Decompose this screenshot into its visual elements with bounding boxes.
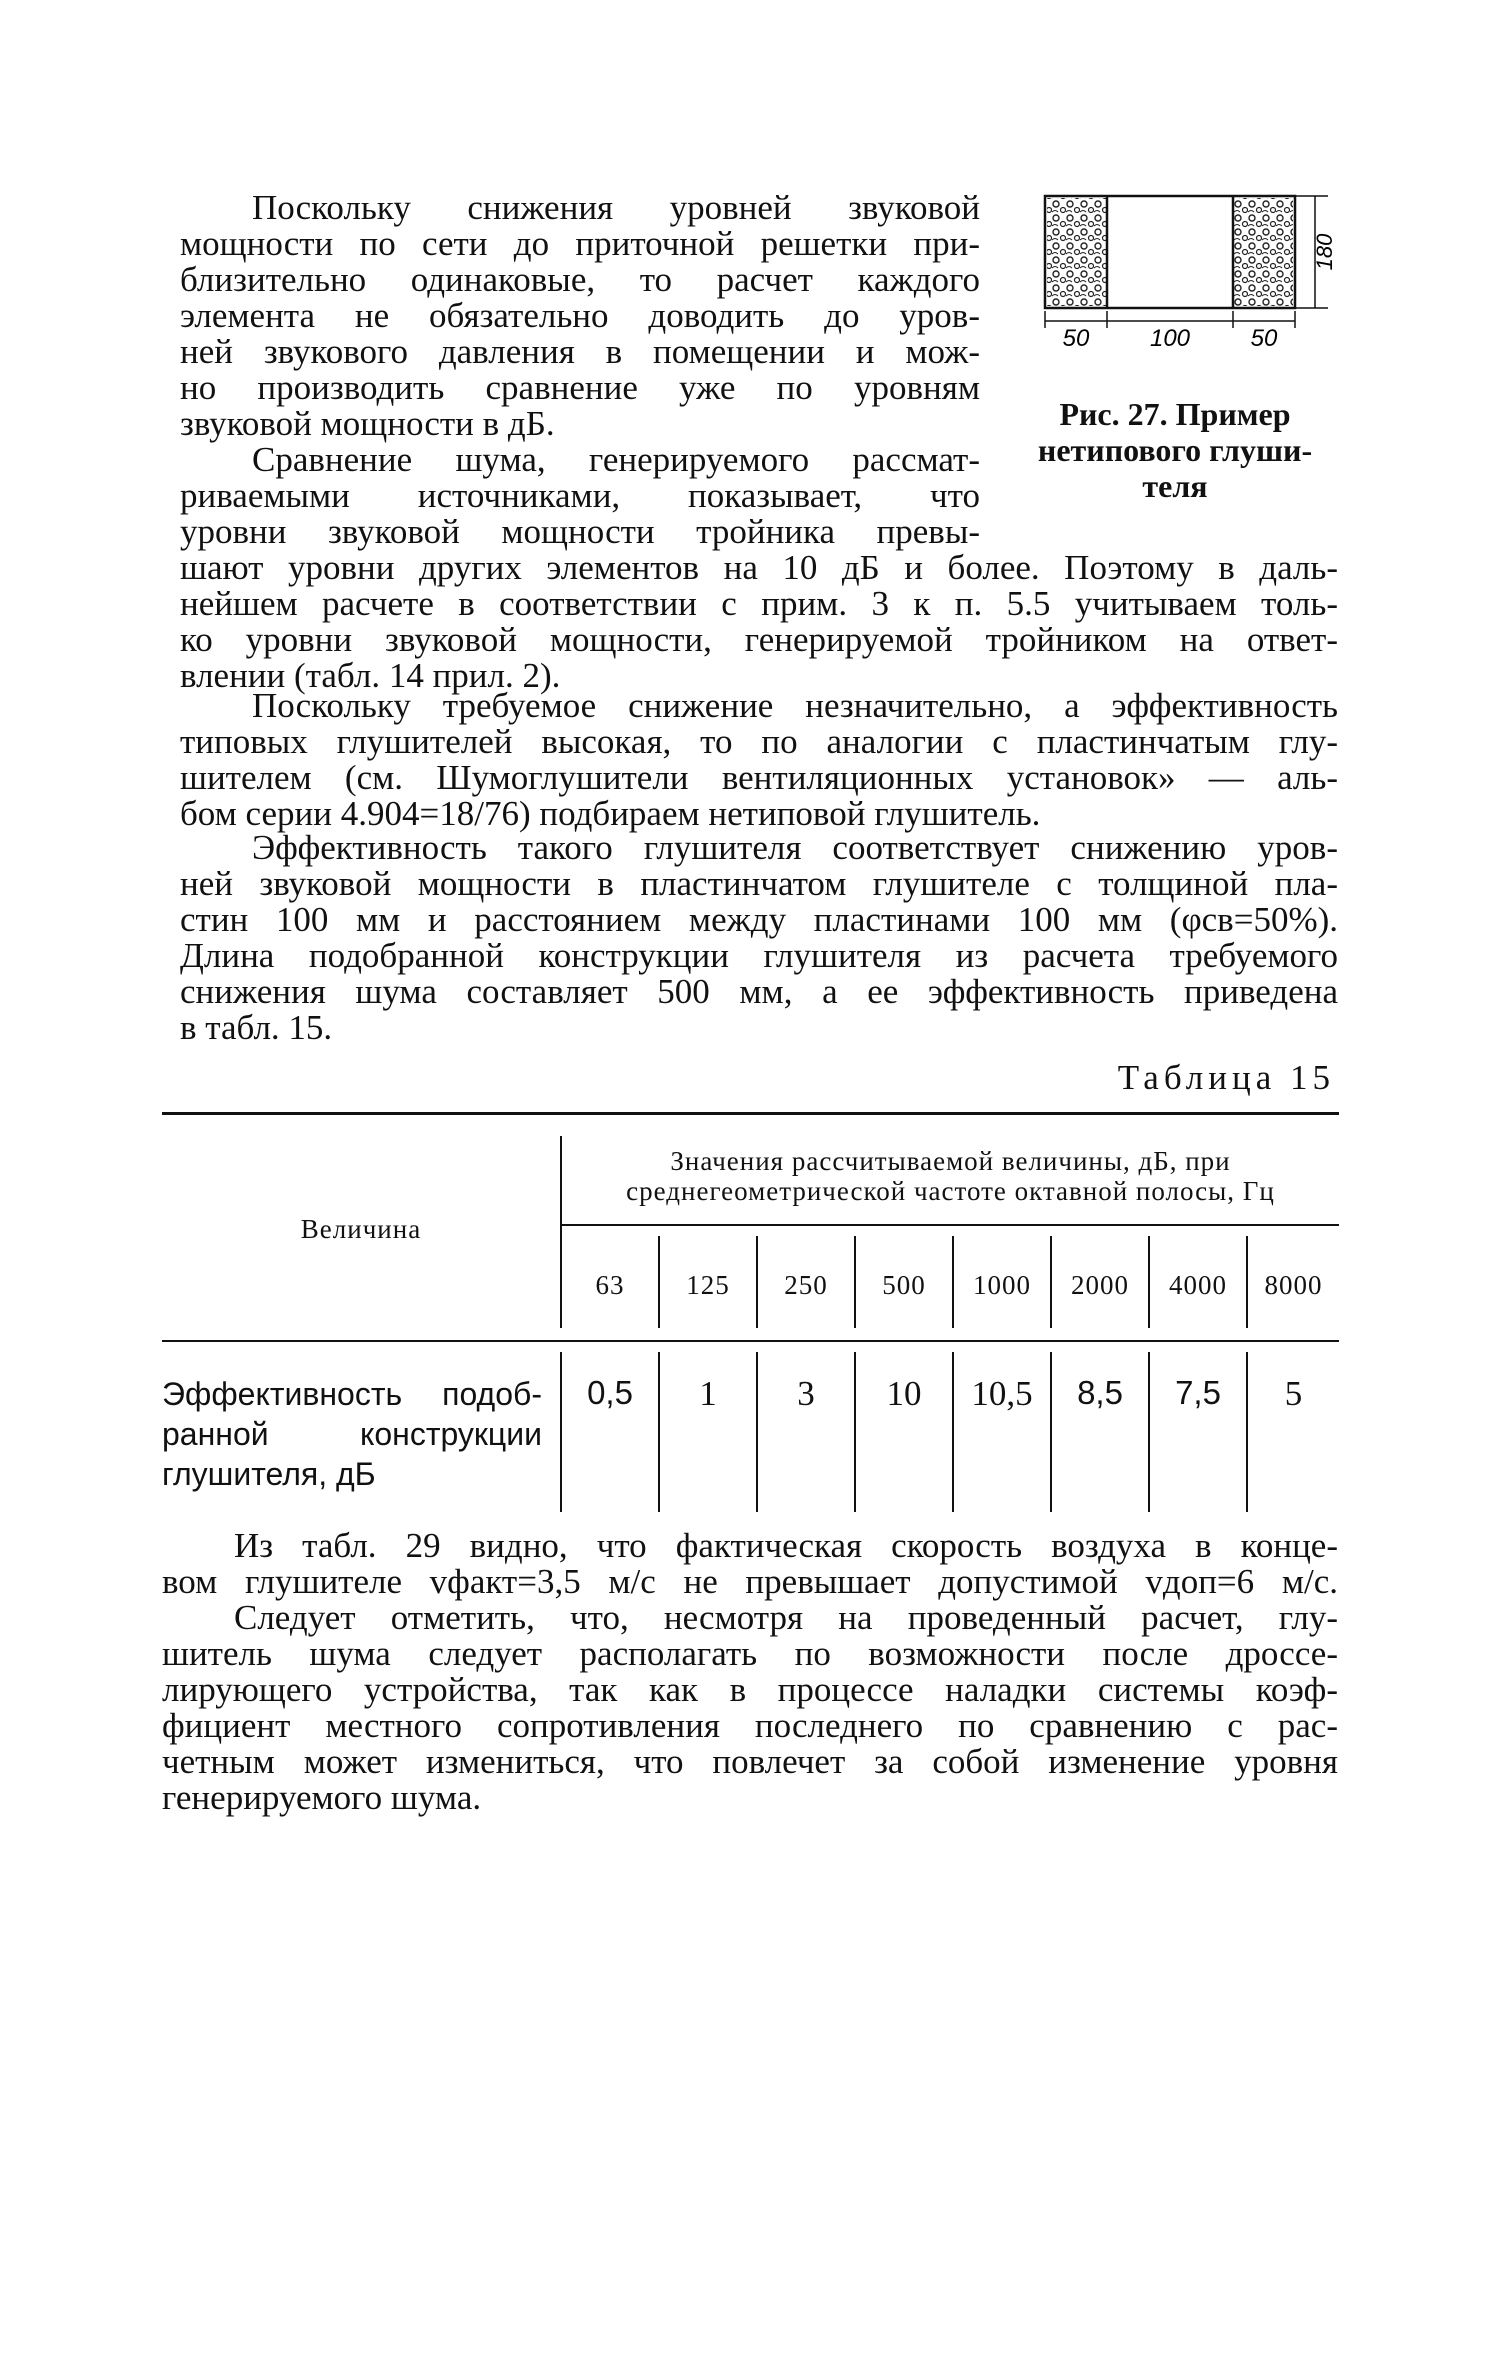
text-line: шают уровни других элементов на 10 дБ и более. Поэтому в даль- bbox=[180, 548, 1338, 587]
table-cell-value: 10 bbox=[886, 1374, 922, 1413]
paragraph-2-narrow bbox=[180, 442, 980, 550]
text-line: шителем (см. Шумоглушители вентиляционных установок» — аль- bbox=[180, 758, 1338, 797]
text-line: Из табл. 29 видно, что фактическая скорость воздуха в конце- bbox=[234, 1526, 1338, 1565]
text-line: генерируемого шума. bbox=[162, 1778, 482, 1817]
table-cell-value: 3 bbox=[797, 1374, 815, 1413]
text-line: в табл. 15. bbox=[180, 1008, 333, 1047]
text-line: лирующего устройства, так как в процессе наладки системы коэф- bbox=[162, 1670, 1338, 1709]
table-title: Таблица 15 bbox=[1117, 1058, 1335, 1097]
text-line: стин 100 мм и расстоянием между пластинами 100 мм (φсв=50%). bbox=[180, 900, 1338, 939]
table-cell-value: 10,5 bbox=[971, 1374, 1033, 1413]
frequency-header: 125 bbox=[686, 1270, 730, 1300]
frequency-header: 8000 bbox=[1264, 1270, 1323, 1300]
text-line: Эффективность такого глушителя соответствует снижению уров- bbox=[252, 828, 1338, 867]
row-label-line: глушителя, дБ bbox=[162, 1456, 376, 1492]
dim-label: 180 bbox=[1312, 233, 1337, 271]
table-cell-value: 8,5 bbox=[1077, 1374, 1123, 1411]
paragraph-5 bbox=[162, 1528, 1338, 1600]
text-line: ко уровни звуковой мощности, генерируемой тройником на ответ- bbox=[180, 620, 1338, 659]
frequency-header: 4000 bbox=[1169, 1270, 1227, 1300]
dim-label: 100 bbox=[1149, 325, 1191, 352]
text-line: бом серии 4.904=18/76) подбираем нетиповой глушитель. bbox=[180, 794, 1041, 833]
row-label-line: Эффективность подоб- bbox=[162, 1376, 542, 1412]
caption-line: Рис. 27. Пример bbox=[1059, 396, 1291, 432]
table-cell-value: 5 bbox=[1284, 1374, 1303, 1413]
frequency-header: 2000 bbox=[1071, 1270, 1129, 1300]
text-line: но производить сравнение уже по уровням bbox=[180, 368, 980, 407]
dim-label: 50 bbox=[1250, 325, 1278, 352]
paragraph-1 bbox=[180, 190, 980, 442]
text-line: риваемыми источниками, показывает, что bbox=[180, 476, 980, 515]
paragraph-6 bbox=[162, 1600, 1338, 1816]
caption-line: теля bbox=[1142, 468, 1208, 504]
table-15 bbox=[162, 1112, 1339, 1512]
column-group-header bbox=[562, 1146, 1339, 1206]
silencer-diagram bbox=[1010, 186, 1340, 386]
text-line: ней звукового давления в помещении и мож- bbox=[180, 332, 980, 371]
table-cell-value: 1 bbox=[699, 1374, 717, 1413]
caption-line: нетипового глуши- bbox=[1037, 432, 1313, 468]
text-line: мощности по сети до приточной решетки при- bbox=[180, 224, 980, 263]
text-line: близительно одинаковые, то расчет каждого bbox=[180, 260, 980, 299]
frequency-header: 1000 bbox=[973, 1270, 1031, 1300]
text-line: элемента не обязательно доводить до уров- bbox=[180, 296, 980, 335]
paragraph-4 bbox=[180, 830, 1338, 1046]
header-line: среднегеометрической частоте октавной полосы, Гц bbox=[626, 1176, 1275, 1206]
text-line: влении (табл. 14 прил. 2). bbox=[180, 656, 561, 695]
column-header-label: Величина bbox=[300, 1214, 422, 1244]
text-line: Следует отметить, что, несмотря на проведенный расчет, глу- bbox=[234, 1598, 1338, 1637]
paragraph-2-wide bbox=[180, 550, 1338, 694]
text-line: Поскольку снижения уровней звуковой bbox=[252, 188, 980, 227]
frequency-header: 500 bbox=[882, 1270, 926, 1300]
text-line: звуковой мощности в дБ. bbox=[180, 404, 555, 443]
figure-caption bbox=[1010, 396, 1340, 504]
text-line: Поскольку требуемое снижение незначительно, а эффективность bbox=[252, 686, 1338, 725]
frequency-header: 63 bbox=[595, 1270, 625, 1300]
table-rule bbox=[562, 1224, 1339, 1226]
text-line: снижения шума составляет 500 мм, а ее эффективность приведена bbox=[180, 972, 1338, 1011]
dim-label: 50 bbox=[1062, 325, 1090, 352]
text-line: ней звуковой мощности в пластинчатом глушителе с толщиной пла- bbox=[180, 864, 1338, 903]
table-rule bbox=[162, 1112, 1339, 1115]
frequency-header: 250 bbox=[784, 1270, 828, 1300]
text-line: фициент местного сопротивления последнего по сравнению с рас- bbox=[162, 1706, 1338, 1745]
text-line: Длина подобранной конструкции глушителя из расчета требуемого bbox=[180, 936, 1338, 975]
text-line: Сравнение шума, генерируемого рассмат- bbox=[252, 440, 980, 479]
text-line: типовых глушителей высокая, то по аналогии с пластинчатым глу- bbox=[180, 722, 1338, 761]
table-cell-value: 7,5 bbox=[1175, 1374, 1221, 1411]
table-cell-value: 0,5 bbox=[587, 1374, 633, 1411]
header-line: Значения рассчитываемой величины, дБ, при bbox=[670, 1146, 1231, 1176]
table-row-label bbox=[162, 1374, 542, 1494]
table-rule bbox=[162, 1340, 1339, 1342]
paragraph-3 bbox=[180, 688, 1338, 832]
text-line: четным может измениться, что повлечет за собой изменение уровня bbox=[162, 1742, 1338, 1781]
text-line: нейшем расчете в соответствии с прим. 3 к п. 5.5 учитываем толь- bbox=[180, 584, 1338, 623]
text-line: уровни звуковой мощности тройника превы- bbox=[180, 512, 980, 551]
text-line: вом глушителе vфакт=3,5 м/с не превышает допустимой vдоп=6 м/с. bbox=[162, 1562, 1338, 1601]
text-line: шитель шума следует располагать по возможности после дроссе- bbox=[162, 1634, 1338, 1673]
row-label-line: ранной конструкции bbox=[162, 1416, 542, 1452]
